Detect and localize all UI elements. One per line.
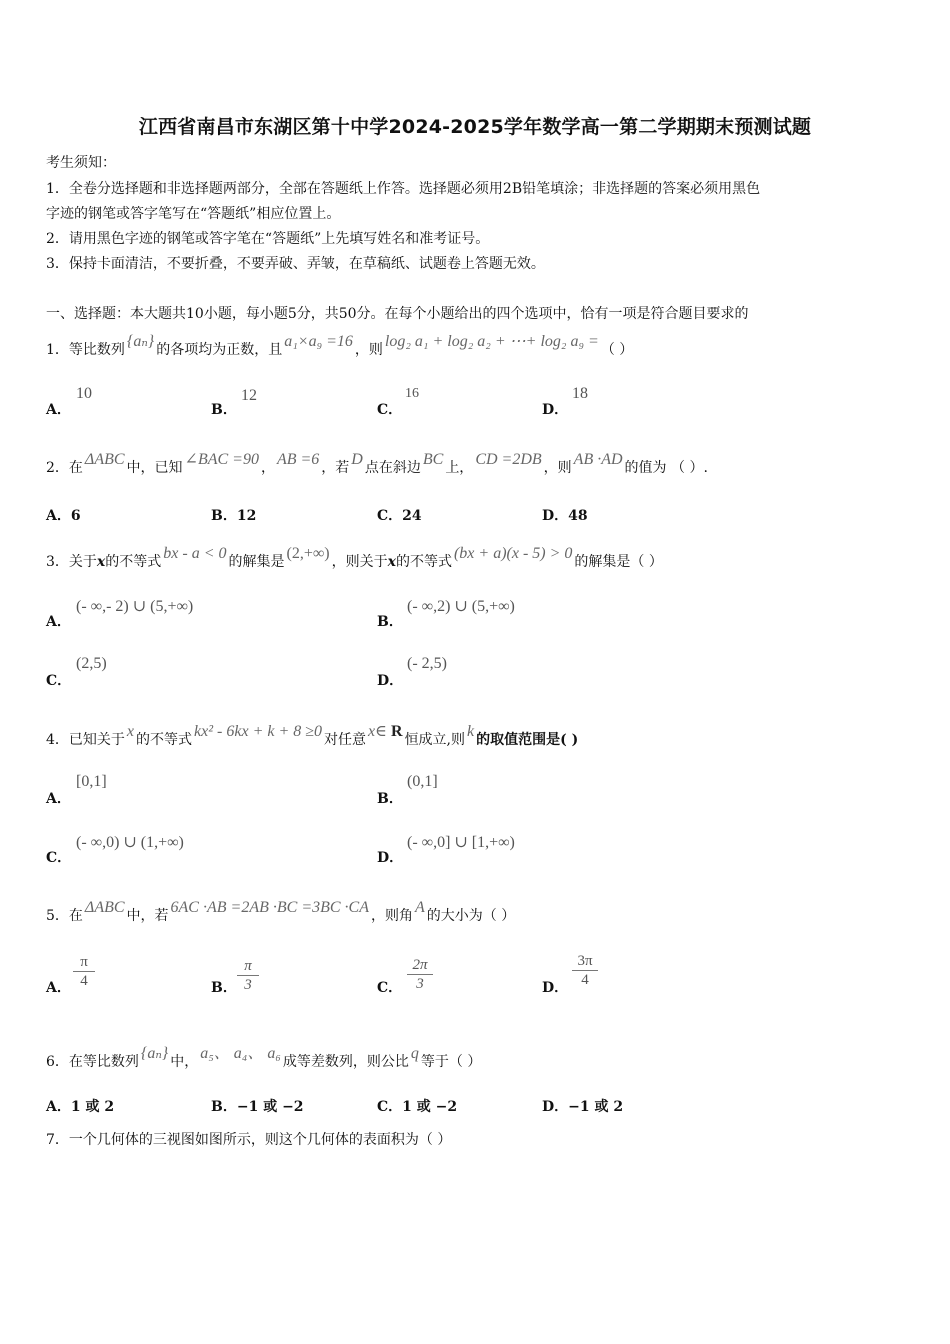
q4-options-row-2 bbox=[0, 832, 950, 872]
q6-text-2: 中， bbox=[170, 1054, 199, 1070]
q2-math-cd: CD =2DB bbox=[475, 451, 542, 468]
q3-text-3: 的解集是 bbox=[228, 554, 285, 570]
q1-text-4: （ ） bbox=[600, 342, 634, 358]
q4-option-c[interactable]: C． bbox=[46, 850, 72, 866]
q2-option-d[interactable] bbox=[542, 505, 588, 525]
q3-option-c-value: (2,5) bbox=[76, 655, 107, 672]
q4-text-5: 的取值范围是( ) bbox=[476, 732, 579, 748]
q2-option-c[interactable] bbox=[377, 505, 422, 525]
q5-option-c-den: 3 bbox=[416, 976, 424, 992]
question-4 bbox=[46, 723, 579, 749]
q2-option-b-label: B． bbox=[211, 508, 237, 524]
q6-option-a-value: 1 或 2 bbox=[70, 1099, 115, 1115]
q5-option-c-num: 2π bbox=[407, 956, 433, 975]
q3-text: 关于 bbox=[68, 554, 97, 570]
q3-option-d[interactable]: D． bbox=[377, 673, 404, 689]
question-5 bbox=[46, 899, 516, 925]
q5-text-3: ，则角 bbox=[371, 908, 413, 924]
q2-math-angle: ∠BAC =90 bbox=[184, 451, 259, 468]
q3-option-b[interactable]: B． bbox=[377, 614, 403, 630]
question-1 bbox=[46, 333, 634, 359]
q1-option-b[interactable]: B． bbox=[211, 402, 237, 418]
q5-text: 在 bbox=[68, 908, 83, 924]
q6-option-b-value: −1 或 −2 bbox=[236, 1099, 304, 1115]
q6-option-c-value: 1 或 −2 bbox=[402, 1099, 458, 1115]
question-6 bbox=[46, 1045, 482, 1071]
q4-text: 已知关于 bbox=[68, 732, 125, 748]
q6-math-q: q bbox=[410, 1045, 419, 1062]
q4-text-4: 恒成立,则 bbox=[404, 732, 466, 748]
q3-option-d-value: (- 2,5) bbox=[407, 655, 447, 672]
q2-text-7: ，则 bbox=[543, 460, 572, 476]
notice-item-2: 2．请用黑色字迹的钢笔或答字笔在“答题纸”上先填写姓名和准考证号。 bbox=[46, 231, 490, 247]
q5-option-a-den: 4 bbox=[80, 973, 88, 989]
q2-option-a-value: 6 bbox=[70, 508, 81, 524]
q5-option-c[interactable]: C． bbox=[377, 980, 403, 996]
q3-math-ineq: bx - a < 0 bbox=[163, 545, 227, 562]
q1-option-d-value: 18 bbox=[572, 385, 588, 402]
q1-text-3: ，则 bbox=[354, 342, 383, 358]
q5-math-a: A bbox=[415, 899, 425, 916]
q6-option-d-value: −1 或 2 bbox=[568, 1099, 624, 1115]
q6-option-b-label: B． bbox=[211, 1099, 237, 1115]
notice-item-1a: 1．全卷分选择题和非选择题两部分，全部在答题纸上作答。选择题必须用2B铅笔填涂；非选择题的答案必须用黑色 bbox=[46, 181, 761, 197]
q5-options bbox=[0, 950, 950, 1000]
q1-option-a[interactable]: A． bbox=[46, 402, 71, 418]
q3-math-ineq-2: (bx + a)(x - 5) > 0 bbox=[453, 545, 573, 562]
q5-option-d-num: 3π bbox=[572, 952, 598, 971]
question-3 bbox=[46, 545, 663, 571]
q2-options bbox=[0, 505, 950, 545]
q4-number: 4． bbox=[46, 732, 69, 748]
q1-math-sequence: {aₙ} bbox=[126, 333, 155, 350]
q2-option-c-label: C． bbox=[377, 508, 403, 524]
q4-text-3: 对任意 bbox=[324, 732, 367, 748]
q2-number: 2． bbox=[46, 460, 69, 476]
q4-math-x-in: x∈ bbox=[368, 723, 387, 740]
notice-item-3: 3．保持卡面清洁，不要折叠，不要弄破、弄皱，在草稿纸、试题卷上答题无效。 bbox=[46, 256, 545, 272]
q6-option-c[interactable] bbox=[377, 1096, 457, 1116]
q2-option-a-label: A． bbox=[46, 508, 71, 524]
q2-text-8: 的值为 （ ）. bbox=[624, 460, 708, 476]
q5-math-triangle: ΔABC bbox=[84, 899, 125, 916]
q3-option-c[interactable]: C． bbox=[46, 673, 72, 689]
q1-option-c[interactable]: C． bbox=[377, 402, 403, 418]
question-2 bbox=[46, 451, 708, 477]
q3-option-a[interactable]: A． bbox=[46, 614, 71, 630]
q2-math-triangle: ΔABC bbox=[84, 451, 125, 468]
q5-text-2: 中，若 bbox=[126, 908, 169, 924]
q2-option-d-value: 48 bbox=[568, 508, 588, 524]
q4-option-c-value: (- ∞,0) ∪ (1,+∞) bbox=[76, 834, 184, 851]
q6-math-sequence: {aₙ} bbox=[140, 1045, 169, 1062]
q5-option-c-fraction bbox=[407, 956, 433, 993]
section-heading: 一、选择题：本大题共10小题，每小题5分，共50分。在每个小题给出的四个选项中，恰有一项是符合题目要求的 bbox=[46, 306, 749, 322]
q6-option-b[interactable] bbox=[211, 1096, 304, 1116]
q2-text-3: ， bbox=[260, 460, 275, 476]
q3-var-x: x bbox=[96, 554, 106, 570]
q1-option-c-value: 16 bbox=[405, 386, 419, 401]
q6-number: 6． bbox=[46, 1054, 69, 1070]
q1-option-b-value: 12 bbox=[241, 387, 257, 404]
q6-text-4: 等于（ ） bbox=[420, 1054, 482, 1070]
q6-option-c-label: C． bbox=[377, 1099, 403, 1115]
q3-text-6: 的解集是（ ） bbox=[574, 554, 663, 570]
q4-math-reals: R bbox=[391, 723, 403, 740]
q3-text-2: 的不等式 bbox=[105, 554, 162, 570]
q1-option-d[interactable]: D． bbox=[542, 402, 569, 418]
q6-text: 在等比数列 bbox=[68, 1054, 139, 1070]
q2-text-5: 点在斜边 bbox=[364, 460, 421, 476]
q2-option-b-value: 12 bbox=[236, 508, 257, 524]
q1-number: 1． bbox=[46, 342, 69, 358]
q2-option-c-value: 24 bbox=[402, 508, 422, 524]
q1-math-product: a₁×a₉ =16 bbox=[284, 333, 353, 350]
q4-option-a-value: [0,1] bbox=[76, 773, 107, 790]
q5-math-equation: 6AC ·AB =2AB ·BC =3BC ·CA bbox=[170, 899, 369, 916]
q5-option-a-num: π bbox=[73, 953, 95, 972]
q3-options-row-1 bbox=[0, 596, 950, 636]
q5-option-d-den: 4 bbox=[581, 972, 589, 988]
q1-text-2: 的各项均为正数，且 bbox=[156, 342, 283, 358]
q2-option-b[interactable] bbox=[211, 505, 256, 525]
q2-text-4: ，若 bbox=[321, 460, 350, 476]
q2-math-dot: AB ·AD bbox=[573, 451, 623, 468]
q6-text-3: 成等差数列，则公比 bbox=[282, 1054, 409, 1070]
q2-option-a[interactable] bbox=[46, 505, 81, 525]
q5-option-a[interactable]: A． bbox=[46, 980, 71, 996]
q5-option-d-fraction bbox=[572, 952, 598, 989]
q1-text: 等比数列 bbox=[68, 342, 125, 358]
q5-option-d[interactable]: D． bbox=[542, 980, 569, 996]
q6-option-a[interactable] bbox=[46, 1096, 114, 1116]
q2-math-d: D bbox=[351, 451, 363, 468]
q2-text: 在 bbox=[68, 460, 83, 476]
q3-var-x-2: x bbox=[387, 554, 396, 570]
q4-text-2: 的不等式 bbox=[136, 732, 193, 748]
q3-math-interval: (2,+∞) bbox=[286, 545, 330, 562]
q4-math-k: k bbox=[467, 723, 475, 740]
q5-option-b-num: π bbox=[237, 957, 259, 976]
q2-math-ab: AB =6 bbox=[276, 451, 320, 468]
q2-option-d-label: D． bbox=[542, 508, 569, 524]
q5-number: 5． bbox=[46, 908, 69, 924]
notice-item-1b: 字迹的钢笔或答字笔写在“答题纸”相应位置上。 bbox=[46, 206, 341, 222]
q1-math-log-sum: log₂ a₁ + log₂ a₂ + ⋯+ log₂ a₉ = bbox=[384, 333, 599, 350]
q5-option-a-fraction bbox=[73, 953, 95, 990]
q2-text-2: 中，已知 bbox=[126, 460, 183, 476]
question-7: 7．一个几何体的三视图如图所示，则这个几何体的表面积为（ ） bbox=[46, 1132, 452, 1148]
q3-option-a-value: (- ∞,- 2) ∪ (5,+∞) bbox=[76, 598, 194, 615]
q3-text-5: 的不等式 bbox=[395, 554, 452, 570]
q4-math-ineq: kx² - 6kx + k + 8 ≥0 bbox=[194, 723, 323, 740]
q6-option-d-label: D． bbox=[542, 1099, 569, 1115]
q3-text-4: ，则关于 bbox=[331, 554, 388, 570]
q2-math-bc: BC bbox=[422, 451, 444, 468]
q1-options bbox=[0, 385, 950, 425]
q6-option-d[interactable] bbox=[542, 1096, 623, 1116]
q5-option-b-den: 3 bbox=[244, 977, 252, 993]
q4-option-a[interactable]: A． bbox=[46, 791, 71, 807]
q6-option-a-label: A． bbox=[46, 1099, 71, 1115]
q6-math-terms: a₅、 a₄、 a₆ bbox=[200, 1045, 281, 1062]
notice-heading: 考生须知： bbox=[46, 155, 116, 171]
q4-option-d-value: (- ∞,0] ∪ [1,+∞) bbox=[407, 834, 515, 851]
q4-option-d[interactable]: D． bbox=[377, 850, 404, 866]
q4-option-b[interactable]: B． bbox=[377, 791, 403, 807]
q4-options-row-1 bbox=[0, 773, 950, 813]
q2-text-6: 上， bbox=[445, 460, 474, 476]
q3-number: 3． bbox=[46, 554, 69, 570]
q3-options-row-2 bbox=[0, 655, 950, 695]
q5-text-4: 的大小为（ ） bbox=[426, 908, 516, 924]
q4-math-x: x bbox=[126, 723, 135, 740]
q3-option-b-value: (- ∞,2) ∪ (5,+∞) bbox=[407, 598, 515, 615]
page-title: 江西省南昌市东湖区第十中学2024-2025学年数学高一第二学期期末预测试题 bbox=[138, 116, 812, 138]
q5-option-b[interactable]: B． bbox=[211, 980, 237, 996]
q1-option-a-value: 10 bbox=[76, 385, 92, 402]
q5-option-b-fraction bbox=[237, 957, 259, 994]
q4-option-b-value: (0,1] bbox=[407, 773, 438, 790]
